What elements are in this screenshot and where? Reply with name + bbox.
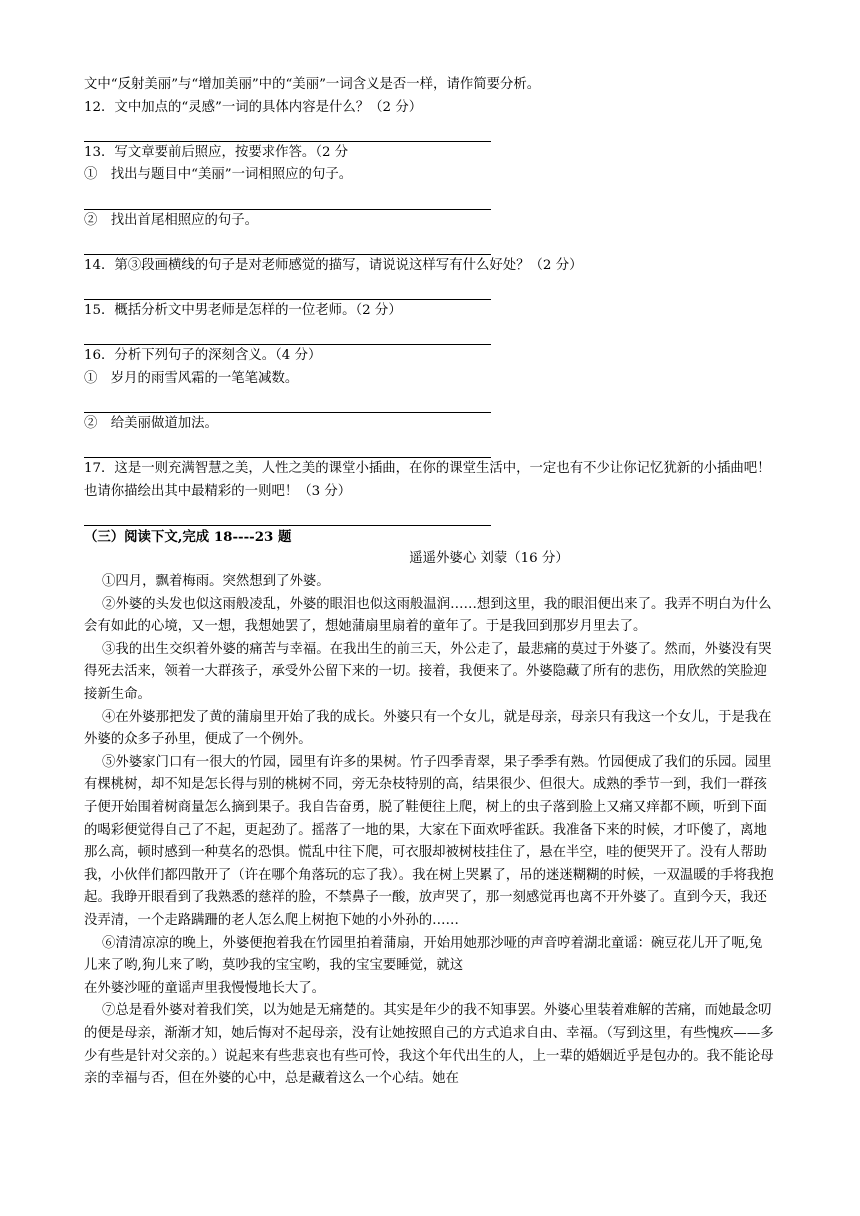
paragraph-6-continued: 在外婆沙哑的童谣声里我慢慢地长大了。 <box>84 980 326 996</box>
exam-page <box>84 74 774 1091</box>
answer-line-15[interactable] <box>84 323 491 346</box>
paragraph-7: ⑦总是看外婆对着我们笑，以为她是无痛楚的。其实是年少的我不知事罢。外婆心里装着难解的苦痛，而她最念叨的便是母亲，渐渐才知，她后悔对不起母亲，没有让她按照自己的方式追求自由、幸福。（写到这里，有些愧疚——多少有些是针对父亲的。）说起来有些悲哀也有些可怜，我这个年代出生的人，上一辈的婚姻近乎是包办的。我不能论母亲的幸福与否，但在外婆的心中，总是藏着这么一个心结。她在 <box>84 1003 774 1087</box>
question-13-part-1: ① 找出与题目中“美丽”一词相照应的句子。 <box>84 167 353 183</box>
answer-line-16-2[interactable] <box>84 436 491 459</box>
answer-line-14[interactable] <box>84 277 491 300</box>
question-16-part-2: ② 给美丽做道加法。 <box>84 415 218 431</box>
question-17: 17．这是一则充满智慧之美，人性之美的课堂小插曲，在你的课堂生活中，一定也有不少让你记忆犹新的小插曲吧！也请你描绘出其中最精彩的一则吧！（3 分） <box>84 461 771 499</box>
paragraph-6: ⑥清清凉凉的晚上，外婆便抱着我在竹园里拍着蒲扇，开始用她那沙哑的声音哼着湖北童谣：碗豆花儿开了呃,兔儿来了哟,狗儿来了哟，莫吵我的宝宝哟，我的宝宝要睡觉，就这 <box>84 935 763 974</box>
passage-title: 遥遥外婆心 刘蒙（16 分） <box>409 551 569 567</box>
question-13-part-2: ② 找出首尾相照应的句子。 <box>84 212 259 228</box>
paragraph-4: ④在外婆那把发了黄的蒲扇里开始了我的成长。外婆只有一个女儿，就是母亲，母亲只有我这一个女儿，于是我在外婆的众多子孙里，便成了一个例外。 <box>84 709 772 748</box>
question-16-part-1: ① 岁月的雨雪风霜的一笔笔减数。 <box>84 370 299 386</box>
paragraph-2: ②外婆的头发也似这雨般凌乱，外婆的眼泪也似这雨般温润……想到这里，我的眼泪便出来了。我弄不明白为什么会有如此的心境，又一想，我想她罢了，想她蒲扇里扇着的童年了。于是我回到那岁月里去了。 <box>84 596 772 635</box>
question-11-tail: 文中“反射美丽”与“增加美丽”中的“美丽”一词含义是否一样，请作简要分析。 <box>84 77 541 92</box>
question-13: 13．写文章要前后照应，按要求作答。（2 分 <box>84 144 349 160</box>
question-15: 15．概括分析文中男老师是怎样的一位老师。（2 分） <box>84 302 402 318</box>
question-16: 16．分析下列句子的深刻含义。（4 分） <box>84 348 322 364</box>
question-14: 14．第③段画横线的句子是对老师感觉的描写，请说说这样写有什么好处？（2 分） <box>84 257 583 273</box>
paragraph-3: ③我的出生交织着外婆的痛苦与幸福。在我出生的前三天，外公走了，最悲痛的莫过于外婆了。然而，外婆没有哭得死去活来，领着一大群孩子，承受外公留下来的一切。接着，我便来了。外婆隐藏了所有的悲伤，用欣然的笑脸迎接新生命。 <box>84 641 772 703</box>
section-3-heading: （三）阅读下文,完成 18----23 题 <box>84 528 292 545</box>
answer-line-13-2[interactable] <box>84 232 491 255</box>
paragraph-5: ⑤外婆家门口有一很大的竹园，园里有许多的果树。竹子四季青翠，果子季季有熟。竹园便成了我们的乐园。园里有棵桃树，却不知是怎长得与别的桃树不同，旁无杂枝特别的高，结果很少、但很大。成熟的季节一到，我们一群孩子便开始围着树商量怎么摘到果子。我自告奋勇，脱了鞋便往上爬，树上的虫子落到脸上又痛又痒都不顾，听到下面的喝彩便觉得自己了不起，更起劲了。摇落了一地的果，大家在下面欢呼雀跃。我准备下来的时候，才吓傻了，离地那么高，顿时感到一种莫名的恐惧。慌乱中往下爬，可衣服却被树枝挂住了，悬在半空，哇的便哭开了。没有人帮助我，小伙伴们都四散开了（许在哪个角落玩的忘了我）。我在树上哭累了，吊的迷迷糊糊的时候，一双温暖的手将我抱起。我睁开眼看到了我熟悉的慈祥的脸，不禁鼻子一酸，放声哭了，那一刻感觉再也离不开外婆了。直到今天，我还没弄清，一个走路蹒跚的老人怎么爬上树抱下她的小外孙的…… <box>84 754 774 928</box>
answer-line-16-1[interactable] <box>84 390 491 413</box>
paragraph-1: ①四月，飘着梅雨。突然想到了外婆。 <box>102 574 330 590</box>
answer-line-13-1[interactable] <box>84 187 491 210</box>
answer-line-17[interactable] <box>84 503 491 526</box>
question-12: 12．文中加点的“灵感”一词的具体内容是什么？（2 分） <box>84 99 423 115</box>
answer-line-12[interactable] <box>84 119 491 142</box>
